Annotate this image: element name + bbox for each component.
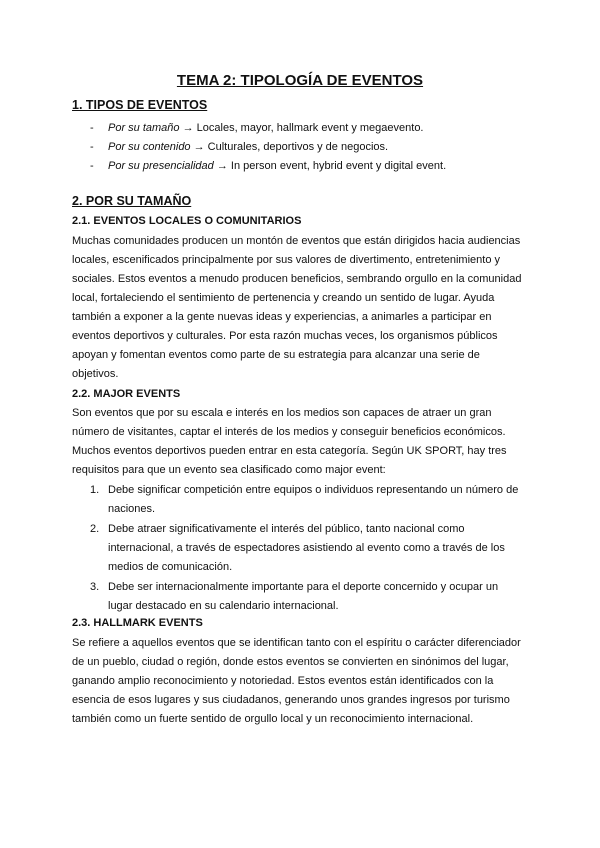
event-types-list bbox=[90, 119, 446, 176]
item-number: 1. bbox=[90, 484, 100, 496]
item-text: Debe ser internacionalmente importante para el deporte concernido y ocupar un lugar destacado en su calendario internacional. bbox=[108, 581, 499, 612]
list-item bbox=[90, 481, 524, 519]
bullet-text: Culturales, deportivos y de negocios. bbox=[204, 141, 389, 153]
item-text: Debe significar competición entre equipos o individuos representando un número de naciones. bbox=[108, 484, 519, 515]
paragraph-hallmark: Se refiere a aquellos eventos que se identifican tanto con el espíritu o carácter diferenciador de un pueblo, ciudad o región, donde estos eventos se convierten en sinónimos del lugar, ganando amplio reconocimiento y notoriedad. Estos eventos están identificados con la esencia de esos lugares y sus ciudadanos, generando unos grandes ingresos por turismo también como un fuerte sentido de orgullo local y un reconocimiento internacional. bbox=[72, 637, 521, 725]
list-item bbox=[90, 119, 446, 138]
bullet-dash: - bbox=[90, 160, 94, 172]
item-number: 2. bbox=[90, 523, 100, 535]
bullet-text: In person event, hybrid event y digital event. bbox=[227, 160, 447, 172]
item-text: Debe atraer significativamente el interés del público, tanto nacional como internacional, a través de espectadores asistiendo al evento como a través de los medios de comunicación. bbox=[108, 523, 505, 573]
item-number: 3. bbox=[90, 581, 100, 593]
list-item bbox=[90, 520, 524, 577]
subsection-heading-locales: 2.1. EVENTOS LOCALES O COMUNITARIOS bbox=[72, 215, 302, 227]
paragraph-locales: Muchas comunidades producen un montón de eventos que están dirigidos hacia audiencias locales, escenificados principalmente por sus valores de divertimento, entretenimiento y sociales. Estos eventos a menudo producen beneficios, sembrando orgullo en la comunidad local, fortaleciendo el sentimiento de pertenencia y creando un sentido de lugar. Ayuda también a exponer a la gente nuevas ideas y experiencias, a animarles a participar en eventos deportivos y culturales. Por esta razón muchas veces, los organismos públicos apoyan y fomentan eventos como parte de su estrategia para alcanzar una serie de objetivos. bbox=[72, 235, 522, 380]
bullet-dash: - bbox=[90, 141, 94, 153]
section-heading-tamano: 2. POR SU TAMAÑO bbox=[72, 194, 192, 208]
list-item bbox=[90, 138, 446, 157]
bullet-label: Por su tamaño → bbox=[108, 122, 194, 134]
bullet-text: Locales, mayor, hallmark event y megaevento. bbox=[193, 122, 424, 134]
bullet-label: Por su presencialidad → bbox=[108, 160, 228, 172]
paragraph-major: Son eventos que por su escala e interés en los medios son capaces de atraer un gran número de visitantes, captar el interés de los medios y conseguir beneficios económicos. Muchos eventos deportivos pueden entrar en esta categoría. Según UK SPORT, hay tres requisitos para que un evento sea clasificado como major event: bbox=[72, 407, 507, 476]
subsection-heading-major: 2.2. MAJOR EVENTS bbox=[72, 388, 181, 400]
bullet-label: Por su contenido → bbox=[108, 141, 205, 153]
major-requirements-list bbox=[90, 481, 524, 616]
section-heading-tipos: 1. TIPOS DE EVENTOS bbox=[72, 98, 208, 112]
subsection-heading-hallmark: 2.3. HALLMARK EVENTS bbox=[72, 617, 203, 629]
list-item bbox=[90, 157, 446, 176]
bullet-dash: - bbox=[90, 122, 94, 134]
list-item bbox=[90, 578, 524, 616]
document-title: TEMA 2: TIPOLOGÍA DE EVENTOS bbox=[176, 72, 424, 89]
